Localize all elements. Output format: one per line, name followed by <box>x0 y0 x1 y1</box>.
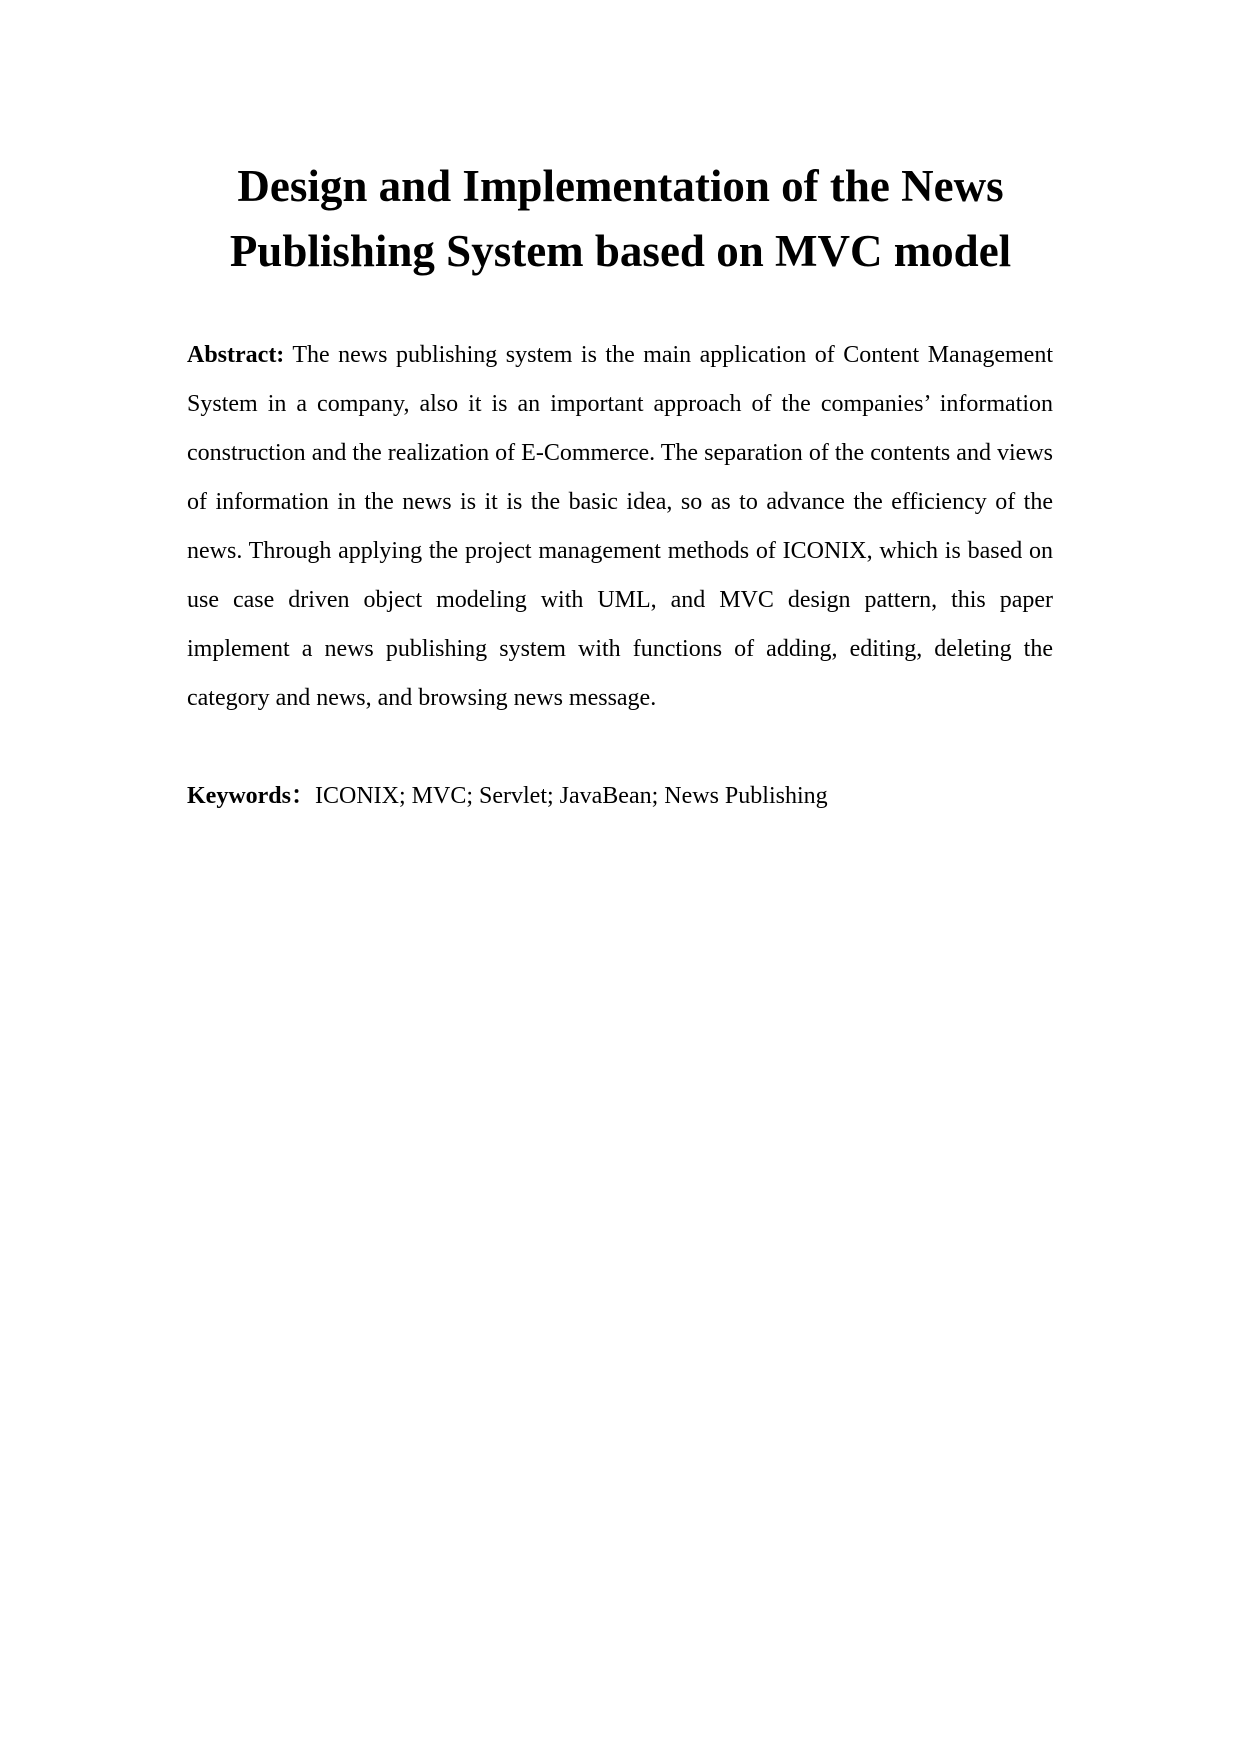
keywords-paragraph <box>187 772 1053 821</box>
title-line-1: Design and Implementation of the News <box>237 161 1004 211</box>
abstract-paragraph <box>187 331 1053 723</box>
keywords-label: Keywords： <box>187 783 315 809</box>
abstract-text: The news publishing system is the main application of Content Management System in a company, also it is an important approach of the companies’ information construction and the realization of E-Commerce. The separation of the contents and views of information in the news is it is the basic idea, so as to advance the efficiency of the news. Through applying the project management methods of ICONIX, which is based on use case driven object modeling with UML, and MVC design pattern, this paper implement a news publishing system with functions of adding, editing, deleting the category and news, and browsing news message. <box>187 342 1053 711</box>
abstract-label: Abstract: <box>187 342 285 368</box>
title-line-2: Publishing System based on MVC model <box>229 226 1012 276</box>
page-title <box>150 154 1091 284</box>
keywords-text: ICONIX; MVC; Servlet; JavaBean; News Publishing <box>315 783 828 809</box>
